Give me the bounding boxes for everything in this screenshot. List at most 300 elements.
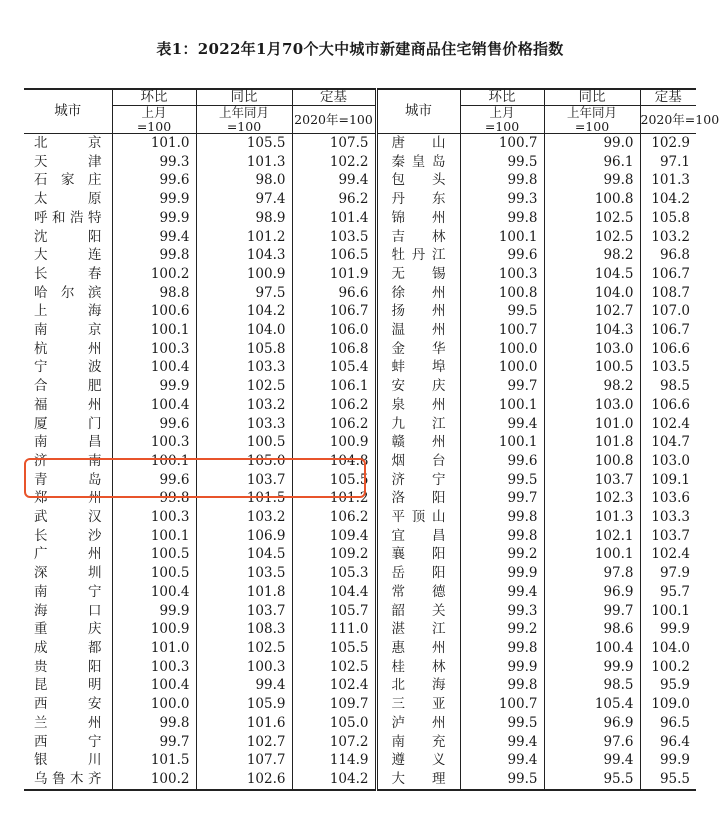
table-row [24, 733, 696, 752]
cell-base-left: 107.2 [292, 733, 376, 752]
cell-yoy-left: 105.8 [196, 340, 292, 359]
cell-yoy-right: 97.8 [544, 564, 640, 583]
cell-base-right: 106.6 [640, 396, 696, 415]
cell-city-right: 丹东 [376, 190, 460, 209]
cell-mom-right: 100.8 [460, 284, 544, 303]
cell-city-right: 无锡 [376, 265, 460, 284]
cell-yoy-right: 98.2 [544, 246, 640, 265]
cell-mom-right: 99.7 [460, 489, 544, 508]
cell-yoy-right: 99.4 [544, 751, 640, 770]
cell-city-right: 大理 [376, 770, 460, 790]
cell-yoy-right: 104.0 [544, 284, 640, 303]
cell-yoy-right: 101.0 [544, 415, 640, 434]
cell-mom-left: 99.6 [112, 471, 196, 490]
cell-base-right: 96.8 [640, 246, 696, 265]
cell-city-right: 泉州 [376, 396, 460, 415]
cell-base-left: 105.4 [292, 358, 376, 377]
cell-base-left: 100.9 [292, 433, 376, 452]
cell-base-right: 102.4 [640, 415, 696, 434]
cell-base-left: 102.5 [292, 658, 376, 677]
cell-city-left: 宁波 [34, 359, 102, 376]
cell-city-left: 济南 [34, 452, 102, 469]
cell-yoy-right: 102.7 [544, 302, 640, 321]
cell-yoy-right: 98.5 [544, 676, 640, 695]
cell-yoy-right: 95.5 [544, 770, 640, 790]
header-yoy-right: 同比 [544, 89, 640, 106]
cell-yoy-left: 107.7 [196, 751, 292, 770]
cell-mom-left: 99.6 [112, 171, 196, 190]
cell-yoy-left: 104.2 [196, 302, 292, 321]
cell-mom-right: 99.4 [460, 583, 544, 602]
cell-mom-right: 100.7 [460, 134, 544, 153]
cell-yoy-left: 100.9 [196, 265, 292, 284]
cell-yoy-left: 101.2 [196, 228, 292, 247]
cell-yoy-left: 106.9 [196, 527, 292, 546]
cell-mom-right: 99.8 [460, 209, 544, 228]
cell-yoy-left: 101.3 [196, 153, 292, 172]
cell-city-left: 哈尔滨 [34, 284, 102, 301]
price-index-table [24, 88, 720, 791]
cell-yoy-right: 97.6 [544, 733, 640, 752]
cell-city-right: 扬州 [376, 302, 460, 321]
header-base-sub-right: 2020年=100 [640, 106, 696, 134]
cell-yoy-left: 103.7 [196, 471, 292, 490]
cell-yoy-right: 96.9 [544, 583, 640, 602]
cell-yoy-right: 103.0 [544, 396, 640, 415]
cell-city-right: 惠州 [376, 639, 460, 658]
cell-city-left: 重庆 [34, 621, 102, 638]
cell-base-left: 105.5 [292, 471, 376, 490]
cell-mom-right: 99.4 [460, 415, 544, 434]
cell-yoy-right: 100.1 [544, 545, 640, 564]
cell-city-right: 韶关 [376, 602, 460, 621]
table-row [24, 396, 696, 415]
cell-base-right: 101.3 [640, 171, 696, 190]
cell-city-left: 石家庄 [34, 172, 102, 189]
cell-mom-left: 100.5 [112, 564, 196, 583]
cell-city-left: 兰州 [34, 714, 102, 731]
cell-city-left: 福州 [34, 396, 102, 413]
cell-yoy-left: 103.3 [196, 415, 292, 434]
cell-base-right: 104.7 [640, 433, 696, 452]
cell-mom-left: 98.8 [112, 284, 196, 303]
cell-yoy-right: 103.0 [544, 340, 640, 359]
cell-yoy-left: 101.6 [196, 714, 292, 733]
cell-yoy-right: 102.5 [544, 209, 640, 228]
cell-city-right: 安庆 [376, 377, 460, 396]
cell-mom-left: 100.1 [112, 527, 196, 546]
cell-yoy-right: 104.5 [544, 265, 640, 284]
cell-yoy-right: 102.3 [544, 489, 640, 508]
cell-mom-right: 99.5 [460, 153, 544, 172]
cell-base-right: 95.7 [640, 583, 696, 602]
cell-base-right: 100.1 [640, 602, 696, 621]
cell-base-left: 106.2 [292, 415, 376, 434]
cell-yoy-right: 98.2 [544, 377, 640, 396]
table-row [24, 228, 696, 247]
cell-yoy-right: 100.8 [544, 452, 640, 471]
cell-base-left: 106.2 [292, 508, 376, 527]
table-row [24, 265, 696, 284]
cell-base-left: 102.4 [292, 676, 376, 695]
cell-city-right: 桂林 [376, 658, 460, 677]
cell-mom-left: 100.3 [112, 508, 196, 527]
header-mom-right: 环比 [460, 89, 544, 106]
cell-city-left: 成都 [34, 639, 102, 656]
cell-mom-right: 100.1 [460, 228, 544, 247]
cell-city-right: 烟台 [376, 452, 460, 471]
cell-base-left: 106.5 [292, 246, 376, 265]
cell-base-right: 106.6 [640, 340, 696, 359]
cell-base-left: 99.4 [292, 171, 376, 190]
cell-yoy-left: 104.0 [196, 321, 292, 340]
cell-base-right: 96.5 [640, 714, 696, 733]
cell-yoy-right: 103.7 [544, 471, 640, 490]
cell-base-right: 106.7 [640, 265, 696, 284]
cell-base-left: 101.2 [292, 489, 376, 508]
cell-base-right: 108.7 [640, 284, 696, 303]
cell-city-right: 牡丹江 [376, 246, 460, 265]
cell-yoy-right: 96.9 [544, 714, 640, 733]
cell-mom-left: 100.4 [112, 396, 196, 415]
header-mom-sub-left: 上月 =100 [112, 106, 196, 134]
table-row [24, 153, 696, 172]
header-base-left: 定基 [292, 89, 376, 106]
cell-mom-left: 99.8 [112, 246, 196, 265]
cell-base-right: 100.2 [640, 658, 696, 677]
table-row [24, 508, 696, 527]
cell-city-left: 南京 [34, 322, 102, 339]
cell-base-right: 95.9 [640, 676, 696, 695]
cell-city-left: 西安 [34, 696, 102, 713]
cell-city-left: 沈阳 [34, 228, 102, 245]
cell-mom-left: 99.9 [112, 377, 196, 396]
cell-mom-left: 99.8 [112, 714, 196, 733]
table-row [24, 284, 696, 303]
cell-city-right: 蚌埠 [376, 358, 460, 377]
cell-base-left: 106.8 [292, 340, 376, 359]
cell-city-left: 西宁 [34, 733, 102, 750]
cell-city-left: 上海 [34, 303, 102, 320]
cell-city-right: 南充 [376, 733, 460, 752]
cell-mom-right: 99.3 [460, 190, 544, 209]
cell-city-left: 天津 [34, 153, 102, 170]
cell-mom-left: 99.9 [112, 190, 196, 209]
table-row [24, 695, 696, 714]
table-row [24, 134, 696, 153]
cell-yoy-left: 102.5 [196, 639, 292, 658]
cell-mom-right: 99.8 [460, 527, 544, 546]
cell-base-left: 105.5 [292, 639, 376, 658]
cell-yoy-right: 99.0 [544, 134, 640, 153]
cell-city-right: 徐州 [376, 284, 460, 303]
table-row [24, 209, 696, 228]
cell-city-right: 济宁 [376, 471, 460, 490]
table-row [24, 358, 696, 377]
cell-yoy-right: 105.4 [544, 695, 640, 714]
table-row [24, 545, 696, 564]
header-base-sub-left: 2020年=100 [292, 106, 376, 134]
cell-mom-right: 99.5 [460, 302, 544, 321]
cell-base-right: 98.5 [640, 377, 696, 396]
highlight-box [24, 458, 366, 498]
table-row [24, 171, 696, 190]
cell-mom-right: 99.8 [460, 676, 544, 695]
cell-base-right: 109.1 [640, 471, 696, 490]
table-row [24, 658, 696, 677]
cell-mom-right: 100.1 [460, 433, 544, 452]
cell-yoy-right: 98.6 [544, 620, 640, 639]
table-row [24, 321, 696, 340]
cell-city-left: 北京 [34, 135, 102, 151]
cell-base-left: 105.3 [292, 564, 376, 583]
cell-city-left: 郑州 [34, 490, 102, 507]
cell-mom-left: 99.3 [112, 153, 196, 172]
cell-base-left: 104.8 [292, 452, 376, 471]
cell-base-right: 103.0 [640, 452, 696, 471]
cell-city-left: 厦门 [34, 415, 102, 432]
cell-mom-left: 101.0 [112, 134, 196, 153]
cell-city-left: 广州 [34, 546, 102, 563]
cell-city-right: 北海 [376, 676, 460, 695]
cell-base-right: 95.5 [640, 770, 696, 790]
cell-base-right: 103.7 [640, 527, 696, 546]
cell-base-left: 96.6 [292, 284, 376, 303]
cell-mom-left: 100.5 [112, 545, 196, 564]
cell-city-left: 合肥 [34, 378, 102, 395]
cell-base-right: 105.8 [640, 209, 696, 228]
header-yoy-sub-right: 上年同月 =100 [544, 106, 640, 134]
cell-city-right: 常德 [376, 583, 460, 602]
cell-yoy-right: 100.8 [544, 190, 640, 209]
cell-yoy-left: 102.5 [196, 377, 292, 396]
cell-city-left: 大连 [34, 247, 102, 264]
cell-city-right: 遵义 [376, 751, 460, 770]
cell-city-right: 温州 [376, 321, 460, 340]
cell-yoy-left: 101.8 [196, 583, 292, 602]
cell-base-left: 109.4 [292, 527, 376, 546]
cell-city-left: 乌鲁木齐 [34, 770, 102, 787]
cell-city-left: 昆明 [34, 677, 102, 694]
cell-base-left: 111.0 [292, 620, 376, 639]
table-row [24, 620, 696, 639]
cell-city-right: 洛阳 [376, 489, 460, 508]
cell-base-left: 102.2 [292, 153, 376, 172]
cell-base-right: 97.9 [640, 564, 696, 583]
cell-mom-left: 100.1 [112, 321, 196, 340]
cell-city-left: 长沙 [34, 527, 102, 544]
cell-base-right: 103.2 [640, 228, 696, 247]
cell-base-left: 103.5 [292, 228, 376, 247]
cell-mom-right: 99.2 [460, 620, 544, 639]
cell-base-right: 99.9 [640, 751, 696, 770]
cell-mom-left: 99.6 [112, 415, 196, 434]
cell-yoy-left: 104.5 [196, 545, 292, 564]
cell-base-left: 105.0 [292, 714, 376, 733]
cell-yoy-left: 100.5 [196, 433, 292, 452]
cell-mom-left: 100.0 [112, 695, 196, 714]
cell-mom-right: 99.7 [460, 377, 544, 396]
cell-base-left: 114.9 [292, 751, 376, 770]
cell-base-right: 96.4 [640, 733, 696, 752]
cell-mom-left: 100.3 [112, 340, 196, 359]
cell-mom-right: 100.3 [460, 265, 544, 284]
header-mom-left: 环比 [112, 89, 196, 106]
cell-yoy-right: 99.7 [544, 602, 640, 621]
cell-mom-left: 99.8 [112, 489, 196, 508]
cell-mom-left: 100.2 [112, 265, 196, 284]
cell-base-right: 106.7 [640, 321, 696, 340]
cell-city-right: 包头 [376, 171, 460, 190]
cell-yoy-right: 100.5 [544, 358, 640, 377]
cell-city-right: 三亚 [376, 695, 460, 714]
cell-mom-left: 100.1 [112, 452, 196, 471]
cell-city-right: 九江 [376, 415, 460, 434]
cell-mom-right: 99.9 [460, 564, 544, 583]
table-row [24, 433, 696, 452]
table-row [24, 639, 696, 658]
cell-yoy-right: 99.8 [544, 171, 640, 190]
cell-base-left: 101.9 [292, 265, 376, 284]
cell-base-right: 103.3 [640, 508, 696, 527]
cell-city-right: 平顶山 [376, 508, 460, 527]
cell-yoy-right: 99.9 [544, 658, 640, 677]
cell-city-right: 湛江 [376, 620, 460, 639]
cell-base-left: 106.2 [292, 396, 376, 415]
cell-city-left: 南宁 [34, 583, 102, 600]
cell-yoy-left: 102.7 [196, 733, 292, 752]
cell-mom-right: 99.5 [460, 770, 544, 790]
cell-city-right: 锦州 [376, 209, 460, 228]
cell-mom-left: 100.3 [112, 433, 196, 452]
cell-mom-right: 99.5 [460, 714, 544, 733]
cell-mom-left: 99.9 [112, 602, 196, 621]
table-title: 表1：2022年1月70个大中城市新建商品住宅销售价格指数 [156, 40, 564, 58]
cell-city-right: 泸州 [376, 714, 460, 733]
table-row [24, 714, 696, 733]
cell-yoy-left: 97.5 [196, 284, 292, 303]
cell-base-right: 102.4 [640, 545, 696, 564]
cell-mom-left: 99.9 [112, 209, 196, 228]
cell-mom-left: 99.4 [112, 228, 196, 247]
cell-mom-left: 100.6 [112, 302, 196, 321]
cell-mom-right: 99.9 [460, 658, 544, 677]
cell-yoy-left: 98.9 [196, 209, 292, 228]
cell-yoy-left: 105.9 [196, 695, 292, 714]
cell-mom-left: 99.7 [112, 733, 196, 752]
table-row [24, 583, 696, 602]
cell-city-left: 武汉 [34, 509, 102, 526]
cell-city-left: 呼和浩特 [34, 209, 102, 226]
cell-yoy-left: 103.5 [196, 564, 292, 583]
cell-yoy-right: 102.1 [544, 527, 640, 546]
cell-mom-right: 99.8 [460, 171, 544, 190]
cell-city-left: 南昌 [34, 434, 102, 451]
cell-city-right: 襄阳 [376, 545, 460, 564]
cell-mom-right: 100.7 [460, 695, 544, 714]
cell-city-left: 太原 [34, 191, 102, 208]
cell-mom-right: 99.4 [460, 751, 544, 770]
cell-mom-left: 100.9 [112, 620, 196, 639]
cell-yoy-left: 103.2 [196, 396, 292, 415]
table-row [24, 602, 696, 621]
cell-yoy-left: 100.3 [196, 658, 292, 677]
cell-mom-right: 100.0 [460, 340, 544, 359]
cell-mom-right: 99.6 [460, 452, 544, 471]
header-yoy-left: 同比 [196, 89, 292, 106]
cell-base-right: 103.6 [640, 489, 696, 508]
cell-mom-left: 100.3 [112, 658, 196, 677]
cell-base-left: 106.1 [292, 377, 376, 396]
table-row [24, 246, 696, 265]
cell-mom-right: 99.8 [460, 639, 544, 658]
cell-base-left: 104.2 [292, 770, 376, 790]
cell-yoy-left: 105.5 [196, 134, 292, 153]
cell-city-left: 长春 [34, 265, 102, 282]
cell-yoy-left: 103.7 [196, 602, 292, 621]
cell-mom-left: 100.4 [112, 676, 196, 695]
cell-yoy-right: 100.4 [544, 639, 640, 658]
cell-base-right: 104.2 [640, 190, 696, 209]
cell-base-right: 102.9 [640, 134, 696, 153]
cell-base-left: 109.7 [292, 695, 376, 714]
cell-city-right: 岳阳 [376, 564, 460, 583]
cell-city-right: 秦皇岛 [376, 153, 460, 172]
cell-city-right: 赣州 [376, 433, 460, 452]
table-row [24, 340, 696, 359]
table-row [24, 377, 696, 396]
cell-city-right: 宜昌 [376, 527, 460, 546]
cell-base-right: 104.0 [640, 639, 696, 658]
header-yoy-sub-left: 上年同月 =100 [196, 106, 292, 134]
cell-base-left: 107.5 [292, 134, 376, 153]
cell-yoy-left: 108.3 [196, 620, 292, 639]
cell-base-right: 103.5 [640, 358, 696, 377]
cell-mom-left: 100.4 [112, 583, 196, 602]
cell-yoy-left: 104.3 [196, 246, 292, 265]
table-row [24, 751, 696, 770]
header-base-right: 定基 [640, 89, 696, 106]
cell-mom-left: 101.5 [112, 751, 196, 770]
cell-base-left: 109.2 [292, 545, 376, 564]
cell-base-right: 97.1 [640, 153, 696, 172]
cell-mom-right: 100.0 [460, 358, 544, 377]
cell-yoy-left: 103.2 [196, 508, 292, 527]
cell-yoy-right: 102.5 [544, 228, 640, 247]
cell-yoy-right: 101.8 [544, 433, 640, 452]
cell-yoy-left: 99.4 [196, 676, 292, 695]
cell-city-left: 银川 [34, 752, 102, 769]
cell-city-right: 金华 [376, 340, 460, 359]
cell-mom-right: 100.7 [460, 321, 544, 340]
cell-mom-right: 99.5 [460, 471, 544, 490]
cell-city-right: 唐山 [376, 134, 460, 153]
cell-city-left: 贵阳 [34, 658, 102, 675]
header-mom-sub-right: 上月 =100 [460, 106, 544, 134]
cell-base-left: 105.7 [292, 602, 376, 621]
cell-city-left: 青岛 [34, 471, 102, 488]
cell-mom-left: 100.4 [112, 358, 196, 377]
cell-base-right: 107.0 [640, 302, 696, 321]
cell-base-right: 109.0 [640, 695, 696, 714]
cell-yoy-left: 105.0 [196, 452, 292, 471]
cell-mom-right: 99.8 [460, 508, 544, 527]
table-row [24, 415, 696, 434]
cell-mom-right: 99.4 [460, 733, 544, 752]
cell-yoy-left: 97.4 [196, 190, 292, 209]
cell-mom-right: 99.2 [460, 545, 544, 564]
cell-base-left: 101.4 [292, 209, 376, 228]
